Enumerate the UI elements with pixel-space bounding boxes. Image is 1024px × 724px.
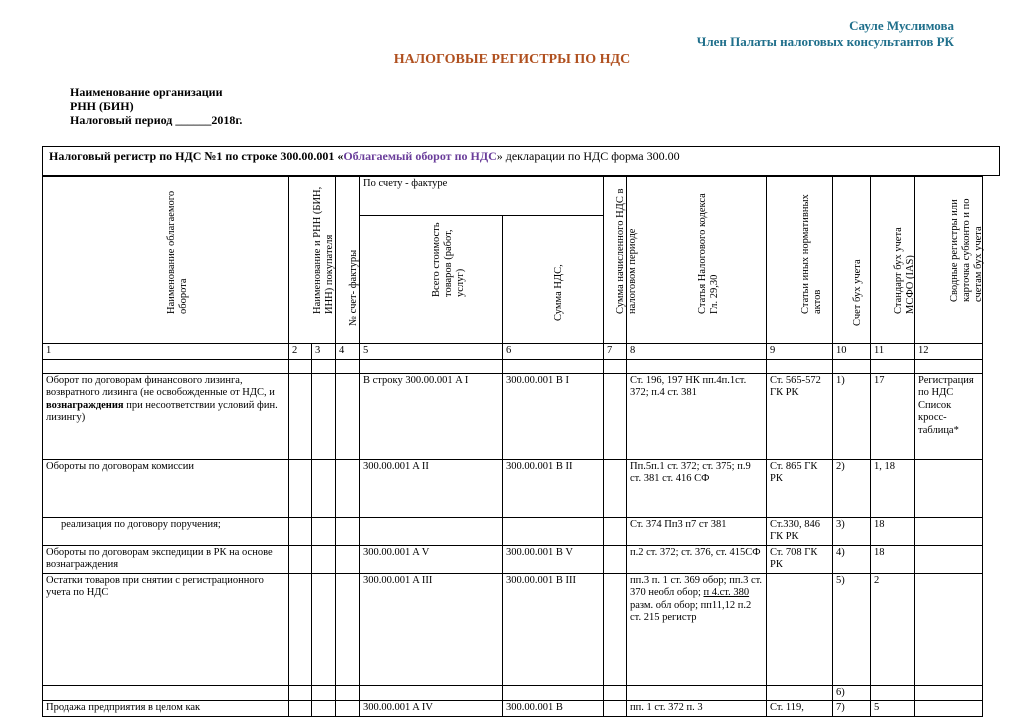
table-row: Остатки товаров при снятии с регистрационного учета по НДС 300.00.001 A III 300.00.001 B III пп.3 п. 1 ст. 369 обор; пп.3 ст. 370 необл обор; п 4.ст. 380 разм. обл обор; пп11,12 п.2 ст. 215 регистр 5) 2 [43, 573, 983, 685]
column-number-row: 1 2 3 4 5 6 7 8 9 10 11 12 [43, 344, 983, 360]
org-name-label: Наименование организации [70, 85, 223, 99]
author-name: Сауле Муслимова [849, 18, 954, 33]
register-title [49, 149, 680, 164]
header-col-2: Наименование и РНН (БИН, ИНН) покупателя [289, 177, 336, 344]
header-group-invoice: По счету - фактуре [360, 177, 604, 216]
table-row: Обороты по договорам комиссии 300.00.001 A II 300.00.001 B II Пп.5п.1 ст. 372; ст. 375; п.9 ст. 381 ст. 416 СФ Ст. 865 ГК РК 2) 1, 18 [43, 459, 983, 517]
table-row: Обороты по договорам экспедиции в РК на основе вознаграждения 300.00.001 A V 300.00.001 B V п.2 ст. 372; ст. 376, ст. 415СФ Ст. 708 ГК РК 4) 18 [43, 545, 983, 573]
header-col-3: № счет- фактуры [336, 177, 360, 344]
page-title: НАЛОГОВЫЕ РЕГИСТРЫ ПО НДС [393, 52, 631, 67]
header-col-1: Наименование облагаемого оборота [43, 177, 289, 344]
header-col-9: Статьи иных нормативных актов [767, 177, 833, 344]
header-col-11: Стандарт бух учета МСФО (IAS) [871, 177, 915, 344]
register-table [42, 176, 983, 717]
author-position: Член Палаты налоговых консультантов РК [696, 34, 954, 49]
table-row: Оборот по договорам финансового лизинга, возвратного лизинга (не освобожденные от НДС, и вознаграждения при несоответствии условий фин. лизингу) В строку 300.00.001 A I 300.00.001 B I Ст. 196, 197 НК пп.4п.1ст. 372; п.4 ст. 381 Ст. 565-572 ГК РК 1) 17 Регистрация по НДС Список кросс-таблица* [43, 373, 983, 459]
register-prefix: Налоговый регистр по НДС №1 по строке 300.00.001 « [49, 149, 344, 163]
header-col-12: Сводные регистры или карточка субконто и по счетам бух учета [915, 177, 983, 344]
header-col-6: Сумма НДС, [503, 216, 604, 344]
author-block [697, 18, 954, 50]
header-col-10: Счет бух учета [833, 177, 871, 344]
org-period-label: Налоговый период ______2018г. [70, 113, 243, 127]
header-col-8: Статья Налогового кодекса Гл. 29,30 [627, 177, 767, 344]
table-row: 6) [43, 685, 983, 701]
register-title-box [42, 146, 1000, 176]
header-col-7: Сумма начисленного НДС в налоговом периоде [604, 177, 627, 344]
table-row: реализация по договору поручения; Ст. 374 Пп3 п7 ст 381 Ст.330, 846 ГК РК 3) 18 [43, 517, 983, 545]
table-row: Продажа предприятия в целом как 300.00.001 A IV 300.00.001 B пп. 1 ст. 372 п. 3 Ст. 119, 7) 5 [43, 701, 983, 717]
register-suffix: » декларации по НДС форма 300.00 [496, 149, 680, 163]
organization-info [70, 85, 242, 127]
register-highlight: Облагаемый оборот по НДС [343, 149, 497, 163]
org-rnn-label: РНН (БИН) [70, 99, 134, 113]
header-col-5: Всего стоимость товаров (работ, услуг) [360, 216, 503, 344]
